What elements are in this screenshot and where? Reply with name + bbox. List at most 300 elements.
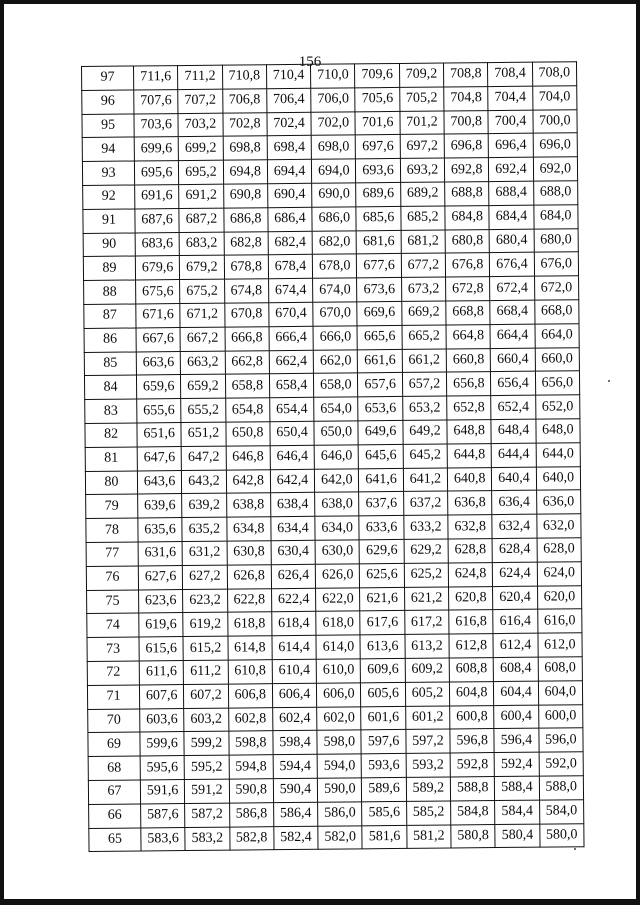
table-cell: 631,2	[182, 541, 227, 565]
table-cell: 649,2	[403, 420, 448, 444]
table-cell: 707,6	[134, 89, 179, 113]
table-cell: 607,2	[184, 684, 229, 708]
row-label: 85	[84, 352, 136, 376]
table-cell: 658,8	[225, 374, 270, 398]
table-cell: 679,6	[135, 256, 180, 280]
table-cell: 708,4	[488, 62, 533, 86]
table-cell: 609,2	[405, 658, 450, 682]
table-cell: 655,2	[181, 398, 226, 422]
table-cell: 640,0	[536, 466, 581, 490]
table-cell: 670,0	[313, 302, 358, 326]
row-label: 88	[84, 280, 136, 304]
table-cell: 690,4	[268, 183, 313, 207]
table-cell: 595,6	[140, 756, 185, 780]
table-cell: 580,8	[451, 824, 496, 848]
row-label: 71	[87, 685, 139, 709]
table-cell: 684,8	[445, 205, 490, 229]
table-cell: 684,0	[534, 205, 579, 229]
table-cell: 707,2	[178, 89, 223, 113]
lookup-table	[81, 61, 584, 852]
table-cell: 656,0	[535, 371, 580, 395]
table-cell: 595,2	[184, 755, 229, 779]
table-cell: 680,4	[489, 229, 534, 253]
table-cell: 639,6	[138, 494, 183, 518]
table-cell: 620,4	[493, 586, 538, 610]
table-cell: 626,4	[271, 564, 316, 588]
table-cell: 680,0	[534, 228, 579, 252]
table-cell: 706,8	[222, 89, 267, 113]
row-label: 73	[87, 637, 139, 661]
table-cell: 581,6	[362, 825, 407, 849]
row-label: 93	[82, 161, 134, 185]
table-cell: 611,6	[139, 660, 184, 684]
table-cell: 629,6	[360, 539, 405, 563]
table-cell: 622,0	[316, 587, 361, 611]
row-label: 70	[88, 708, 140, 732]
table-cell: 705,2	[399, 87, 444, 111]
table-cell: 680,8	[445, 229, 490, 253]
row-label: 80	[85, 471, 137, 495]
table-cell: 704,0	[532, 86, 577, 110]
table-cell: 667,2	[180, 327, 225, 351]
table-cell: 591,6	[140, 779, 185, 803]
table-cell: 695,6	[134, 161, 179, 185]
table-cell: 666,4	[269, 326, 314, 350]
table-cell: 589,2	[406, 777, 451, 801]
table-cell: 697,2	[400, 134, 445, 158]
table-cell: 630,0	[315, 540, 360, 564]
table-cell: 582,0	[318, 825, 363, 849]
table-cell: 587,6	[141, 803, 186, 827]
table-cell: 590,0	[318, 778, 363, 802]
table-cell: 670,4	[269, 302, 314, 326]
table-cell: 624,4	[493, 562, 538, 586]
table-cell: 709,6	[355, 63, 400, 87]
table-cell: 702,8	[223, 112, 268, 136]
table-cell: 626,8	[227, 564, 272, 588]
table-cell: 608,8	[449, 657, 494, 681]
table-cell: 691,6	[135, 185, 180, 209]
table-cell: 619,2	[183, 612, 228, 636]
table-cell: 609,6	[361, 658, 406, 682]
table-cell: 693,6	[356, 159, 401, 183]
row-label: 67	[88, 780, 140, 804]
table-cell: 650,0	[314, 421, 359, 445]
table-cell: 711,6	[134, 66, 179, 90]
table-cell: 705,6	[355, 87, 400, 111]
table-cell: 616,4	[493, 609, 538, 633]
table-cell: 621,6	[360, 587, 405, 611]
table-cell: 711,2	[178, 65, 223, 89]
table-cell: 596,0	[539, 728, 584, 752]
table-cell: 597,2	[406, 729, 451, 753]
table-cell: 612,0	[538, 633, 583, 657]
row-label: 89	[83, 256, 135, 280]
table-cell: 681,6	[357, 230, 402, 254]
table-cell: 662,8	[225, 350, 270, 374]
table-cell: 701,6	[355, 111, 400, 135]
table-cell: 599,6	[140, 732, 185, 756]
table-cell: 588,8	[450, 776, 495, 800]
row-label: 87	[84, 304, 136, 328]
table-cell: 621,2	[404, 587, 449, 611]
table-cell: 638,0	[315, 492, 360, 516]
table-cell: 688,0	[533, 181, 578, 205]
table-cell: 585,6	[362, 801, 407, 825]
table-cell: 704,8	[444, 86, 489, 110]
table-cell: 586,4	[273, 802, 318, 826]
table-cell: 699,6	[134, 137, 179, 161]
scan-speck	[608, 380, 610, 382]
table-cell: 606,0	[317, 683, 362, 707]
table-cell: 643,2	[182, 470, 227, 494]
table-cell: 632,4	[492, 514, 537, 538]
scan-speck	[574, 848, 576, 850]
table-cell: 641,6	[359, 468, 404, 492]
table-cell: 597,6	[361, 730, 406, 754]
table-cell: 623,6	[139, 589, 184, 613]
table-cell: 600,0	[538, 704, 583, 728]
table-cell: 647,6	[137, 446, 182, 470]
table-cell: 686,4	[268, 207, 313, 231]
table-cell: 704,4	[488, 86, 533, 110]
table-cell: 618,0	[316, 611, 361, 635]
table-cell: 603,2	[184, 708, 229, 732]
table-cell: 645,6	[359, 444, 404, 468]
table-cell: 650,8	[226, 422, 271, 446]
table-cell: 676,4	[490, 253, 535, 277]
table-cell: 668,0	[534, 300, 579, 324]
table-cell: 697,6	[356, 135, 401, 159]
table-cell: 637,2	[403, 491, 448, 515]
table-cell: 679,2	[180, 256, 225, 280]
table-cell: 674,8	[224, 279, 269, 303]
table-cell: 604,8	[450, 681, 495, 705]
table-cell: 623,2	[183, 589, 228, 613]
table-cell: 692,4	[489, 157, 534, 181]
table-cell: 614,8	[228, 636, 273, 660]
table-cell: 628,8	[448, 539, 493, 563]
table-cell: 590,8	[229, 779, 274, 803]
table-row	[89, 823, 584, 852]
table-cell: 686,0	[312, 207, 357, 231]
table-cell: 663,6	[136, 351, 181, 375]
table-cell: 580,4	[495, 824, 540, 848]
table-cell: 664,8	[446, 324, 491, 348]
table-cell: 706,4	[267, 88, 312, 112]
row-label: 97	[82, 66, 134, 90]
row-label: 82	[85, 423, 137, 447]
row-label: 65	[89, 827, 141, 851]
table-cell: 583,6	[141, 827, 186, 851]
table-cell: 684,4	[489, 205, 534, 229]
table-cell: 648,4	[491, 419, 536, 443]
table-cell: 676,8	[445, 253, 490, 277]
table-cell: 584,8	[451, 800, 496, 824]
table-cell: 635,6	[138, 518, 183, 542]
table-cell: 632,8	[448, 515, 493, 539]
table-cell: 610,4	[272, 659, 317, 683]
table-cell: 682,8	[224, 231, 269, 255]
table-cell: 619,6	[139, 613, 184, 637]
table-cell: 694,0	[312, 159, 357, 183]
row-label: 95	[82, 114, 134, 138]
table-cell: 698,4	[267, 136, 312, 160]
table-cell: 683,2	[179, 232, 224, 256]
table-cell: 644,8	[447, 443, 492, 467]
table-cell: 674,0	[313, 278, 358, 302]
table-cell: 698,8	[223, 136, 268, 160]
table-cell: 646,4	[270, 445, 315, 469]
table-cell: 642,0	[315, 468, 360, 492]
table-cell: 627,2	[183, 565, 228, 589]
table-cell: 687,6	[135, 208, 180, 232]
table-cell: 616,0	[537, 609, 582, 633]
table-cell: 689,2	[400, 182, 445, 206]
table-cell: 626,0	[315, 564, 360, 588]
table-cell: 641,2	[403, 468, 448, 492]
table-cell: 585,2	[406, 801, 451, 825]
table-cell: 606,4	[272, 683, 317, 707]
table-cell: 653,2	[402, 396, 447, 420]
row-label: 86	[84, 328, 136, 352]
table-cell: 703,2	[178, 113, 223, 137]
table-cell: 632,0	[536, 514, 581, 538]
table-cell: 605,6	[361, 682, 406, 706]
table-cell: 694,4	[267, 159, 312, 183]
table-cell: 665,6	[357, 325, 402, 349]
table-cell: 625,2	[404, 563, 449, 587]
row-label: 68	[88, 756, 140, 780]
table-cell: 628,4	[492, 538, 537, 562]
table-cell: 696,0	[533, 133, 578, 157]
table-cell: 615,2	[183, 636, 228, 660]
table-cell: 657,2	[402, 372, 447, 396]
table-cell: 652,8	[447, 396, 492, 420]
table-cell: 647,2	[181, 446, 226, 470]
table-cell: 683,6	[135, 232, 180, 256]
table-cell: 656,8	[447, 372, 492, 396]
table-cell: 640,4	[492, 467, 537, 491]
table-cell: 694,8	[223, 160, 268, 184]
table-cell: 639,2	[182, 493, 227, 517]
row-label: 75	[87, 590, 139, 614]
table-cell: 590,4	[273, 778, 318, 802]
table-cell: 659,6	[136, 375, 181, 399]
table-cell: 710,8	[222, 65, 267, 89]
table-cell: 644,4	[492, 443, 537, 467]
table-cell: 584,4	[495, 800, 540, 824]
table-cell: 710,0	[311, 64, 356, 88]
table-cell: 664,4	[490, 324, 535, 348]
table-cell: 695,2	[179, 160, 224, 184]
row-label: 83	[85, 399, 137, 423]
table-cell: 586,8	[229, 802, 274, 826]
row-label: 81	[85, 447, 137, 471]
table-cell: 682,4	[268, 231, 313, 255]
table-cell: 593,6	[362, 754, 407, 778]
table-cell: 669,6	[357, 301, 402, 325]
table-cell: 648,0	[536, 419, 581, 443]
row-label: 91	[83, 209, 135, 233]
table-cell: 587,2	[185, 803, 230, 827]
table-cell: 598,8	[228, 731, 273, 755]
table-cell: 651,6	[137, 423, 182, 447]
table-cell: 690,8	[223, 184, 268, 208]
table-cell: 673,2	[401, 277, 446, 301]
table-cell: 688,4	[489, 181, 534, 205]
table-cell: 691,2	[179, 184, 224, 208]
table-cell: 596,4	[494, 728, 539, 752]
table-cell: 678,4	[268, 255, 313, 279]
row-label: 96	[82, 90, 134, 114]
table-cell: 616,8	[449, 610, 494, 634]
table-cell: 667,6	[136, 327, 181, 351]
table-cell: 674,4	[268, 278, 313, 302]
table-cell: 604,4	[494, 681, 539, 705]
table-cell: 611,2	[184, 660, 229, 684]
table-cell: 675,6	[136, 280, 181, 304]
table-cell: 693,2	[400, 158, 445, 182]
table-cell: 675,2	[180, 279, 225, 303]
table-cell: 640,8	[447, 467, 492, 491]
table-cell: 659,2	[181, 374, 226, 398]
table-cell: 685,2	[401, 206, 446, 230]
table-cell: 594,0	[317, 754, 362, 778]
table-cell: 658,4	[269, 374, 314, 398]
table-cell: 660,8	[446, 348, 491, 372]
table-cell: 622,4	[271, 588, 316, 612]
table-cell: 682,0	[312, 230, 357, 254]
table-cell: 594,8	[229, 755, 274, 779]
table-cell: 700,8	[444, 110, 489, 134]
table-cell: 678,0	[313, 254, 358, 278]
row-label: 78	[86, 518, 138, 542]
table-cell: 592,8	[450, 753, 495, 777]
table-cell: 638,4	[270, 493, 315, 517]
table-cell: 596,8	[450, 729, 495, 753]
table-cell: 666,0	[313, 326, 358, 350]
table-cell: 692,0	[533, 157, 578, 181]
table-cell: 620,8	[449, 586, 494, 610]
table-cell: 696,8	[444, 134, 489, 158]
table-cell: 592,0	[539, 752, 584, 776]
table-cell: 645,2	[403, 444, 448, 468]
table-cell: 636,0	[536, 490, 581, 514]
table-cell: 594,4	[273, 754, 318, 778]
table-cell: 633,6	[359, 516, 404, 540]
table-cell: 654,4	[270, 397, 315, 421]
row-label: 74	[87, 613, 139, 637]
table-cell: 612,8	[449, 634, 494, 658]
table-cell: 662,0	[313, 349, 358, 373]
row-label: 66	[89, 804, 141, 828]
table-cell: 649,6	[358, 420, 403, 444]
table-cell: 660,0	[535, 347, 580, 371]
table-cell: 608,4	[494, 657, 539, 681]
table-cell: 708,8	[444, 63, 489, 87]
table-cell: 602,8	[228, 707, 273, 731]
table-cell: 646,8	[226, 445, 271, 469]
table-cell: 602,0	[317, 706, 362, 730]
row-label: 84	[84, 375, 136, 399]
table-cell: 642,4	[270, 469, 315, 493]
table-cell: 606,8	[228, 683, 273, 707]
table-cell: 672,0	[534, 276, 579, 300]
table-cell: 638,8	[226, 493, 271, 517]
table-cell: 586,0	[318, 802, 363, 826]
table-body	[82, 62, 584, 852]
table-cell: 605,2	[405, 682, 450, 706]
table-cell: 634,4	[271, 516, 316, 540]
table-cell: 607,6	[139, 684, 184, 708]
table-cell: 678,8	[224, 255, 269, 279]
table-cell: 589,6	[362, 777, 407, 801]
table-cell: 593,2	[406, 753, 451, 777]
table-cell: 671,2	[180, 303, 225, 327]
table-cell: 634,8	[226, 517, 271, 541]
table-cell: 676,0	[534, 252, 579, 276]
table-cell: 657,6	[358, 373, 403, 397]
table-cell: 642,8	[226, 469, 271, 493]
table-cell: 629,2	[404, 539, 449, 563]
table-cell: 643,6	[137, 470, 182, 494]
row-label: 92	[83, 185, 135, 209]
table-cell: 656,4	[491, 372, 536, 396]
table-cell: 687,2	[179, 208, 224, 232]
table-cell: 670,8	[224, 303, 269, 327]
table-cell: 624,8	[448, 562, 493, 586]
table-cell: 630,4	[271, 540, 316, 564]
table-cell: 666,8	[225, 326, 270, 350]
table-cell: 601,2	[405, 706, 450, 730]
row-label: 94	[82, 137, 134, 161]
table-cell: 677,6	[357, 254, 402, 278]
table-cell: 617,2	[405, 610, 450, 634]
table-cell: 710,4	[266, 64, 311, 88]
table-cell: 599,2	[184, 731, 229, 755]
table-cell: 600,8	[450, 705, 495, 729]
table-cell: 637,6	[359, 492, 404, 516]
table-cell: 622,8	[227, 588, 272, 612]
table-cell: 598,4	[273, 731, 318, 755]
table-cell: 602,4	[273, 707, 318, 731]
table-cell: 615,6	[139, 637, 184, 661]
table-cell: 648,8	[447, 420, 492, 444]
table-cell: 702,0	[311, 111, 356, 135]
table-cell: 613,6	[360, 635, 405, 659]
row-label: 79	[86, 494, 138, 518]
table-cell: 690,0	[312, 183, 357, 207]
row-label: 72	[87, 661, 139, 685]
table-cell: 592,4	[494, 752, 539, 776]
table-cell: 700,0	[533, 109, 578, 133]
row-label: 77	[86, 542, 138, 566]
table-cell: 604,0	[538, 680, 583, 704]
table-cell: 660,4	[491, 348, 536, 372]
table-cell: 614,0	[316, 635, 361, 659]
table-cell: 650,4	[270, 421, 315, 445]
table-cell: 617,6	[360, 611, 405, 635]
table-cell: 672,4	[490, 276, 535, 300]
table-cell: 614,4	[272, 635, 317, 659]
table-cell: 673,6	[357, 278, 402, 302]
table-cell: 601,6	[361, 706, 406, 730]
row-label: 90	[83, 233, 135, 257]
table-cell: 681,2	[401, 230, 446, 254]
table-cell: 620,0	[537, 585, 582, 609]
table-cell: 651,2	[181, 422, 226, 446]
